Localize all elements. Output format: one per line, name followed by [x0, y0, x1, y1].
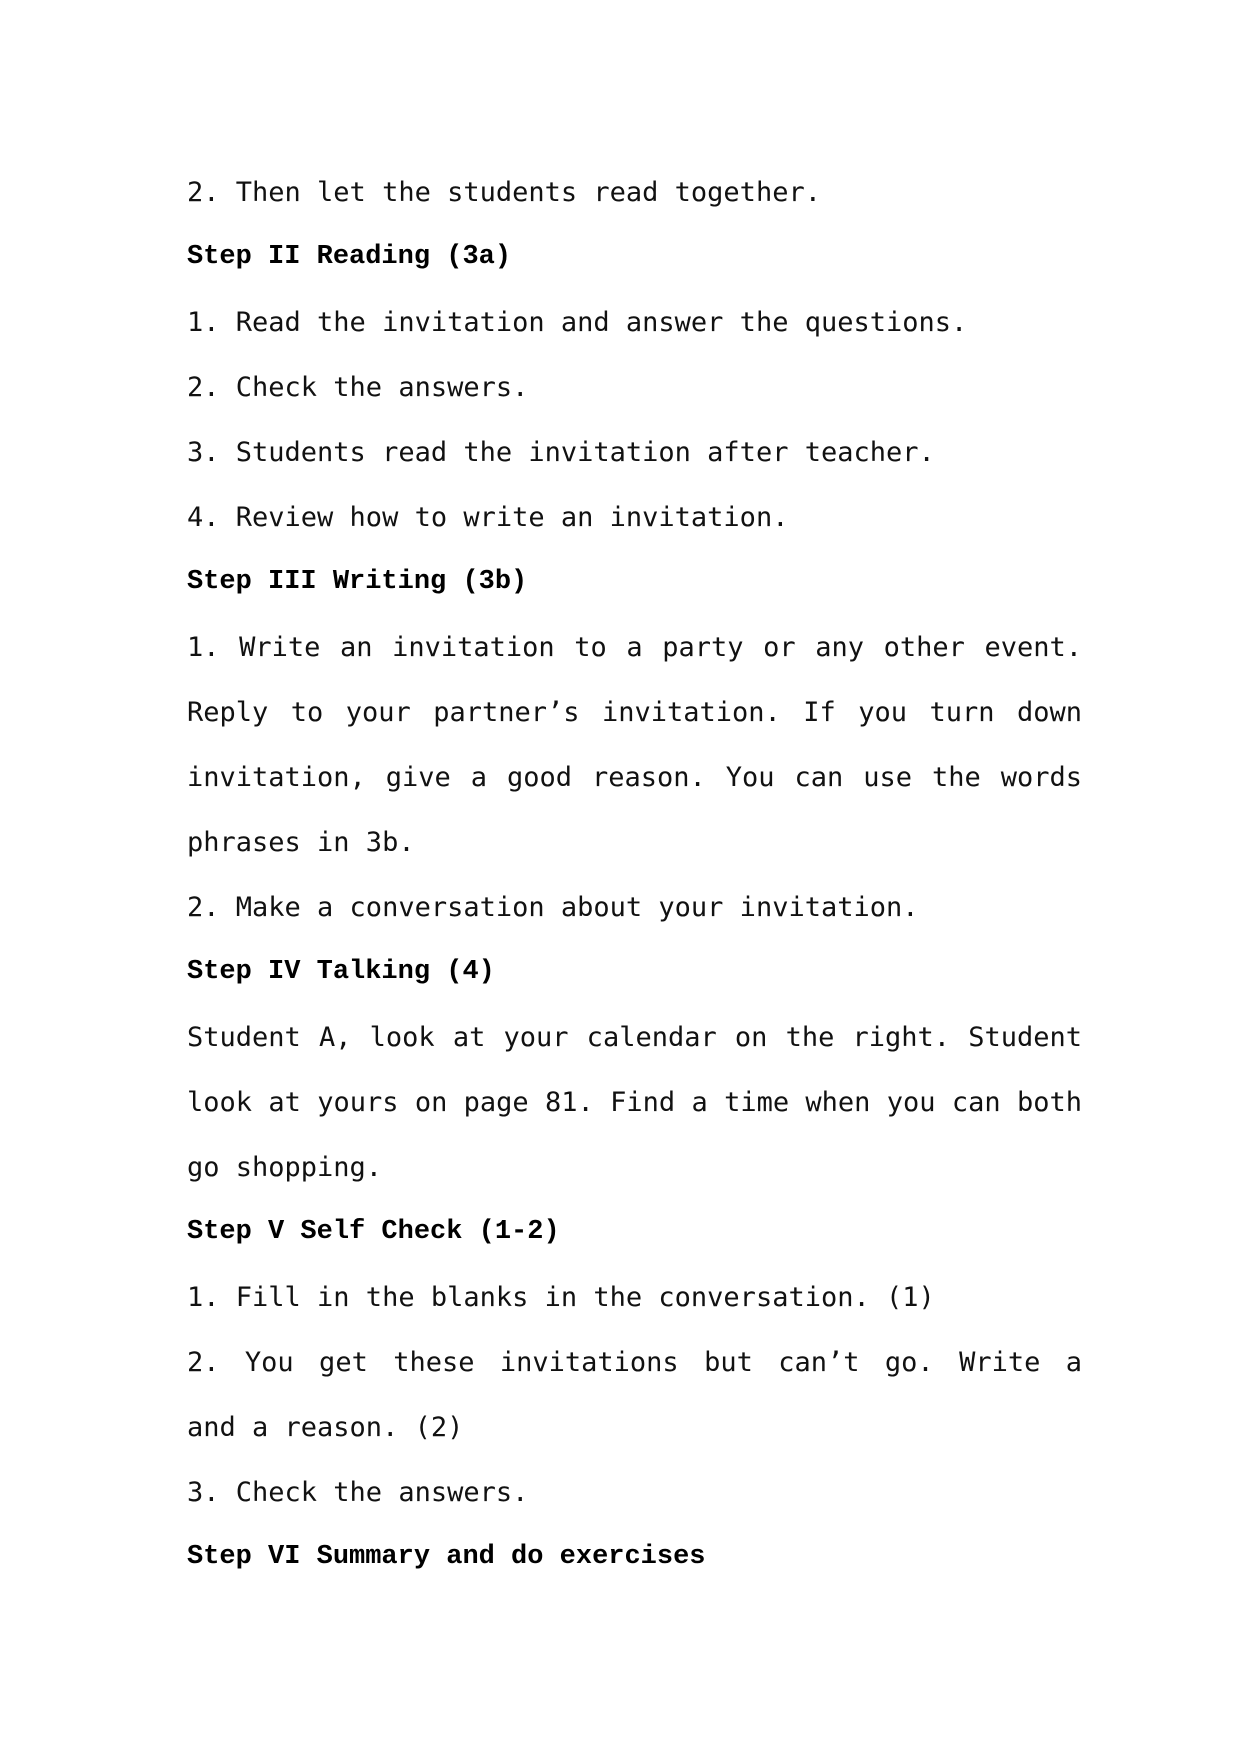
section-heading-step-ii: Step II Reading (3a) [187, 242, 512, 272]
list-item: 1. Read the invitation and answer the questions. [187, 307, 968, 338]
list-item: 3. Check the answers. [187, 1477, 529, 1508]
document-body [187, 160, 1082, 1590]
paragraph-line: Student A, look at your calendar on the right. Student [187, 1022, 1082, 1053]
list-item: 2. Then let the students read together. [187, 177, 821, 208]
list-item: 2. You get these invitations but can’t go. Write a [187, 1347, 1082, 1378]
section-heading-step-vi: Step VI Summary and do exercises [187, 1542, 706, 1572]
paragraph-line: and a reason. (2) [187, 1412, 464, 1443]
list-item: 1. Fill in the blanks in the conversation. (1) [187, 1282, 935, 1313]
paragraph-line: phrases in 3b. [187, 827, 415, 858]
list-item: 3. Students read the invitation after teacher. [187, 437, 935, 468]
section-heading-step-v: Step V Self Check (1-2) [187, 1217, 560, 1247]
list-item: 4. Review how to write an invitation. [187, 502, 789, 533]
paragraph-line: go shopping. [187, 1152, 383, 1183]
paragraph-line: look at yours on page 81. Find a time when you can both [187, 1087, 1082, 1118]
list-item: 2. Make a conversation about your invitation. [187, 892, 919, 923]
paragraph-line: Reply to your partner’s invitation. If you turn down [187, 697, 1082, 728]
section-heading-step-iv: Step IV Talking (4) [187, 957, 495, 987]
list-item: 2. Check the answers. [187, 372, 529, 403]
paragraph-line: 1. Write an invitation to a party or any other event. [187, 632, 1082, 663]
section-heading-step-iii: Step III Writing (3b) [187, 567, 528, 597]
paragraph-line: invitation, give a good reason. You can use the words [187, 762, 1082, 793]
